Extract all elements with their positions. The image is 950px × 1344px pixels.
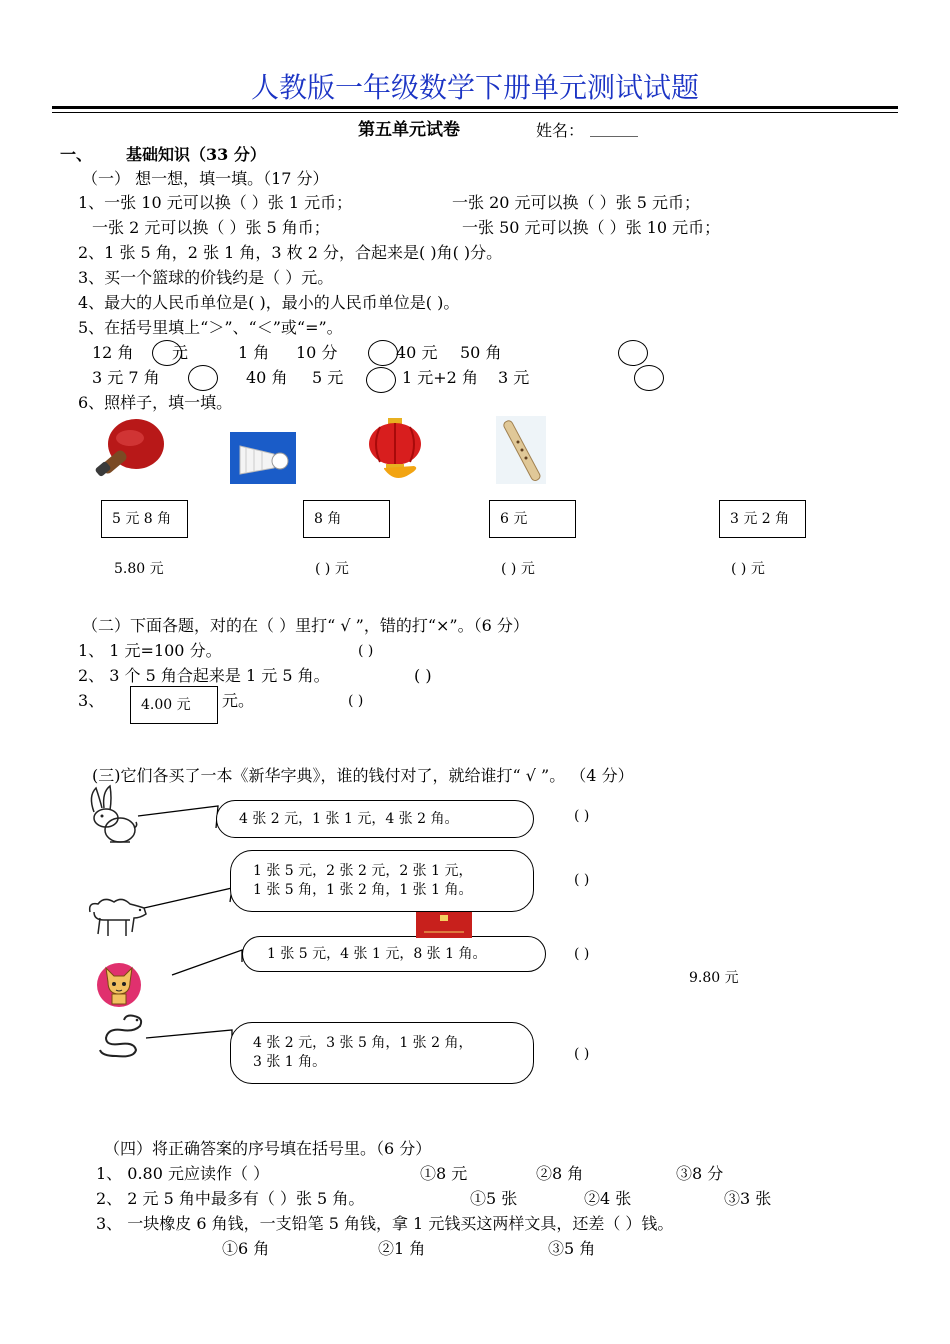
choice-option: ①6 角 bbox=[222, 1239, 270, 1258]
bubble-text: 1 张 5 元，4 张 1 元，8 张 1 角。 bbox=[267, 945, 487, 962]
part1-title: （一） 想一想，填一填。（17 分） bbox=[82, 169, 329, 188]
speech-bubble bbox=[230, 850, 534, 912]
compare-item: 40 元 bbox=[396, 343, 438, 362]
tf-paren[interactable]: ( ) bbox=[358, 643, 374, 659]
compare-item: 10 分 bbox=[296, 343, 338, 362]
name-blank[interactable]: ______ bbox=[590, 118, 638, 137]
compare-item: 5 元 bbox=[312, 368, 344, 387]
section-number: 一、 bbox=[60, 145, 93, 164]
bubble-text: 1 张 5 角，1 张 2 角，1 张 1 角。 bbox=[253, 882, 473, 898]
question-5: 5、在括号里填上“＞”、“＜”或“=”。 bbox=[78, 318, 343, 337]
compare-item: 1 元+2 角 bbox=[402, 368, 478, 387]
answer-blank[interactable]: ( ) 元 bbox=[731, 561, 765, 577]
question-6: 6、照样子，填一填。 bbox=[78, 393, 233, 412]
speech-bubble bbox=[230, 1022, 534, 1084]
cat-icon bbox=[94, 960, 144, 1008]
choice-option: ②8 角 bbox=[536, 1164, 584, 1183]
rabbit-icon bbox=[86, 786, 138, 844]
choice-option: ①5 张 bbox=[470, 1189, 518, 1208]
choice-option: ①8 元 bbox=[420, 1164, 468, 1183]
check-paren[interactable]: ( ) bbox=[574, 872, 590, 888]
check-paren[interactable]: ( ) bbox=[574, 808, 590, 824]
bubble-text: 4 张 2 元，3 张 5 角，1 张 2 角， bbox=[253, 1035, 473, 1051]
page-title: 人教版一年级数学下册单元测试试题 bbox=[250, 71, 699, 104]
choice-option: ②1 角 bbox=[378, 1239, 426, 1258]
tf-paren[interactable]: ( ) bbox=[414, 666, 432, 685]
tf-question-3-tail: 元。 bbox=[222, 691, 255, 710]
answer-blank[interactable]: ( ) 元 bbox=[501, 561, 535, 577]
bubble-text: 4 张 2 元，1 张 1 元，4 张 2 角。 bbox=[239, 810, 459, 827]
tf-question-2: 2、 3 个 5 角合起来是 1 元 5 角。 bbox=[78, 666, 330, 685]
camel-icon bbox=[86, 892, 148, 940]
money-box: 4.00 元 bbox=[130, 686, 218, 724]
tf-paren[interactable]: ( ) bbox=[348, 693, 364, 709]
compare-item: 40 角 bbox=[246, 368, 288, 387]
choice-question-3: 3、 一块橡皮 6 角钱，一支铅笔 5 角钱，拿 1 元钱买这两样文具，还差（ ）钱。 bbox=[96, 1214, 674, 1233]
price-box: 5 元 8 角 bbox=[101, 500, 188, 538]
question-2: 2、1 张 5 角，2 张 1 角，3 枚 2 分，合起来是( )角( )分。 bbox=[78, 243, 503, 262]
choice-question-2: 2、 2 元 5 角中最多有（ ）张 5 角。 bbox=[96, 1189, 365, 1208]
compare-item: 12 角 bbox=[92, 343, 134, 362]
question-1c: 一张 2 元可以换（ ）张 5 角币； bbox=[92, 218, 330, 237]
part3-title: (三)它们各买了一本《新华字典》，谁的钱付对了，就给谁打“ √ ”。 （4 分） bbox=[92, 766, 634, 785]
compare-item: 50 角 bbox=[460, 343, 502, 362]
price-box: 8 角 bbox=[303, 500, 390, 538]
price-box: 3 元 2 角 bbox=[719, 500, 806, 538]
choice-option: ③3 张 bbox=[724, 1189, 772, 1208]
compare-item: 1 角 bbox=[238, 343, 270, 362]
question-4: 4、最大的人民币单位是( )，最小的人民币单位是( )。 bbox=[78, 293, 460, 312]
price-box: 6 元 bbox=[489, 500, 576, 538]
section-title: 基础知识（33 分） bbox=[126, 145, 266, 164]
question-1d: 一张 50 元可以换（ ）张 10 元币； bbox=[462, 218, 721, 237]
question-3: 3、买一个篮球的价钱约是（ ）元。 bbox=[78, 268, 334, 287]
snake-icon bbox=[94, 1010, 148, 1060]
bubble-text: 3 张 1 角。 bbox=[253, 1054, 327, 1070]
part4-title: （四）将正确答案的序号填在括号里。（6 分） bbox=[104, 1139, 432, 1158]
choice-option: ③8 分 bbox=[676, 1164, 724, 1183]
dictionary-price: 9.80 元 bbox=[689, 970, 739, 986]
check-paren[interactable]: ( ) bbox=[574, 946, 590, 962]
speech-bubble bbox=[216, 800, 534, 838]
bubble-text: 1 张 5 元，2 张 2 元，2 张 1 元， bbox=[253, 863, 473, 879]
question-1b: 一张 20 元可以换（ ）张 5 元币； bbox=[452, 193, 700, 212]
compare-item: 3 元 bbox=[498, 368, 530, 387]
choice-option: ③5 角 bbox=[548, 1239, 596, 1258]
answer-blank[interactable]: ( ) 元 bbox=[315, 561, 349, 577]
tf-question-3: 3、 bbox=[78, 691, 105, 710]
question-1a: 1、一张 10 元可以换（ ）张 1 元币； bbox=[78, 193, 353, 212]
choice-option: ②4 张 bbox=[584, 1189, 632, 1208]
name-label: 姓名： bbox=[536, 121, 585, 140]
answer-example: 5.80 元 bbox=[114, 561, 164, 577]
unit-title: 第五单元试卷 bbox=[358, 120, 460, 140]
speech-bubble bbox=[242, 936, 546, 972]
part2-title: （二）下面各题，对的在（ ）里打“ √ ”，错的打“×”。（6 分） bbox=[82, 616, 529, 635]
choice-question-1: 1、 0.80 元应读作（ ） bbox=[96, 1164, 270, 1183]
tf-question-1: 1、 1 元=100 分。 bbox=[78, 641, 222, 660]
check-paren[interactable]: ( ) bbox=[574, 1046, 590, 1062]
compare-item: 元 bbox=[172, 343, 189, 362]
compare-item: 3 元 7 角 bbox=[92, 368, 160, 387]
dictionary-icon bbox=[416, 912, 472, 938]
